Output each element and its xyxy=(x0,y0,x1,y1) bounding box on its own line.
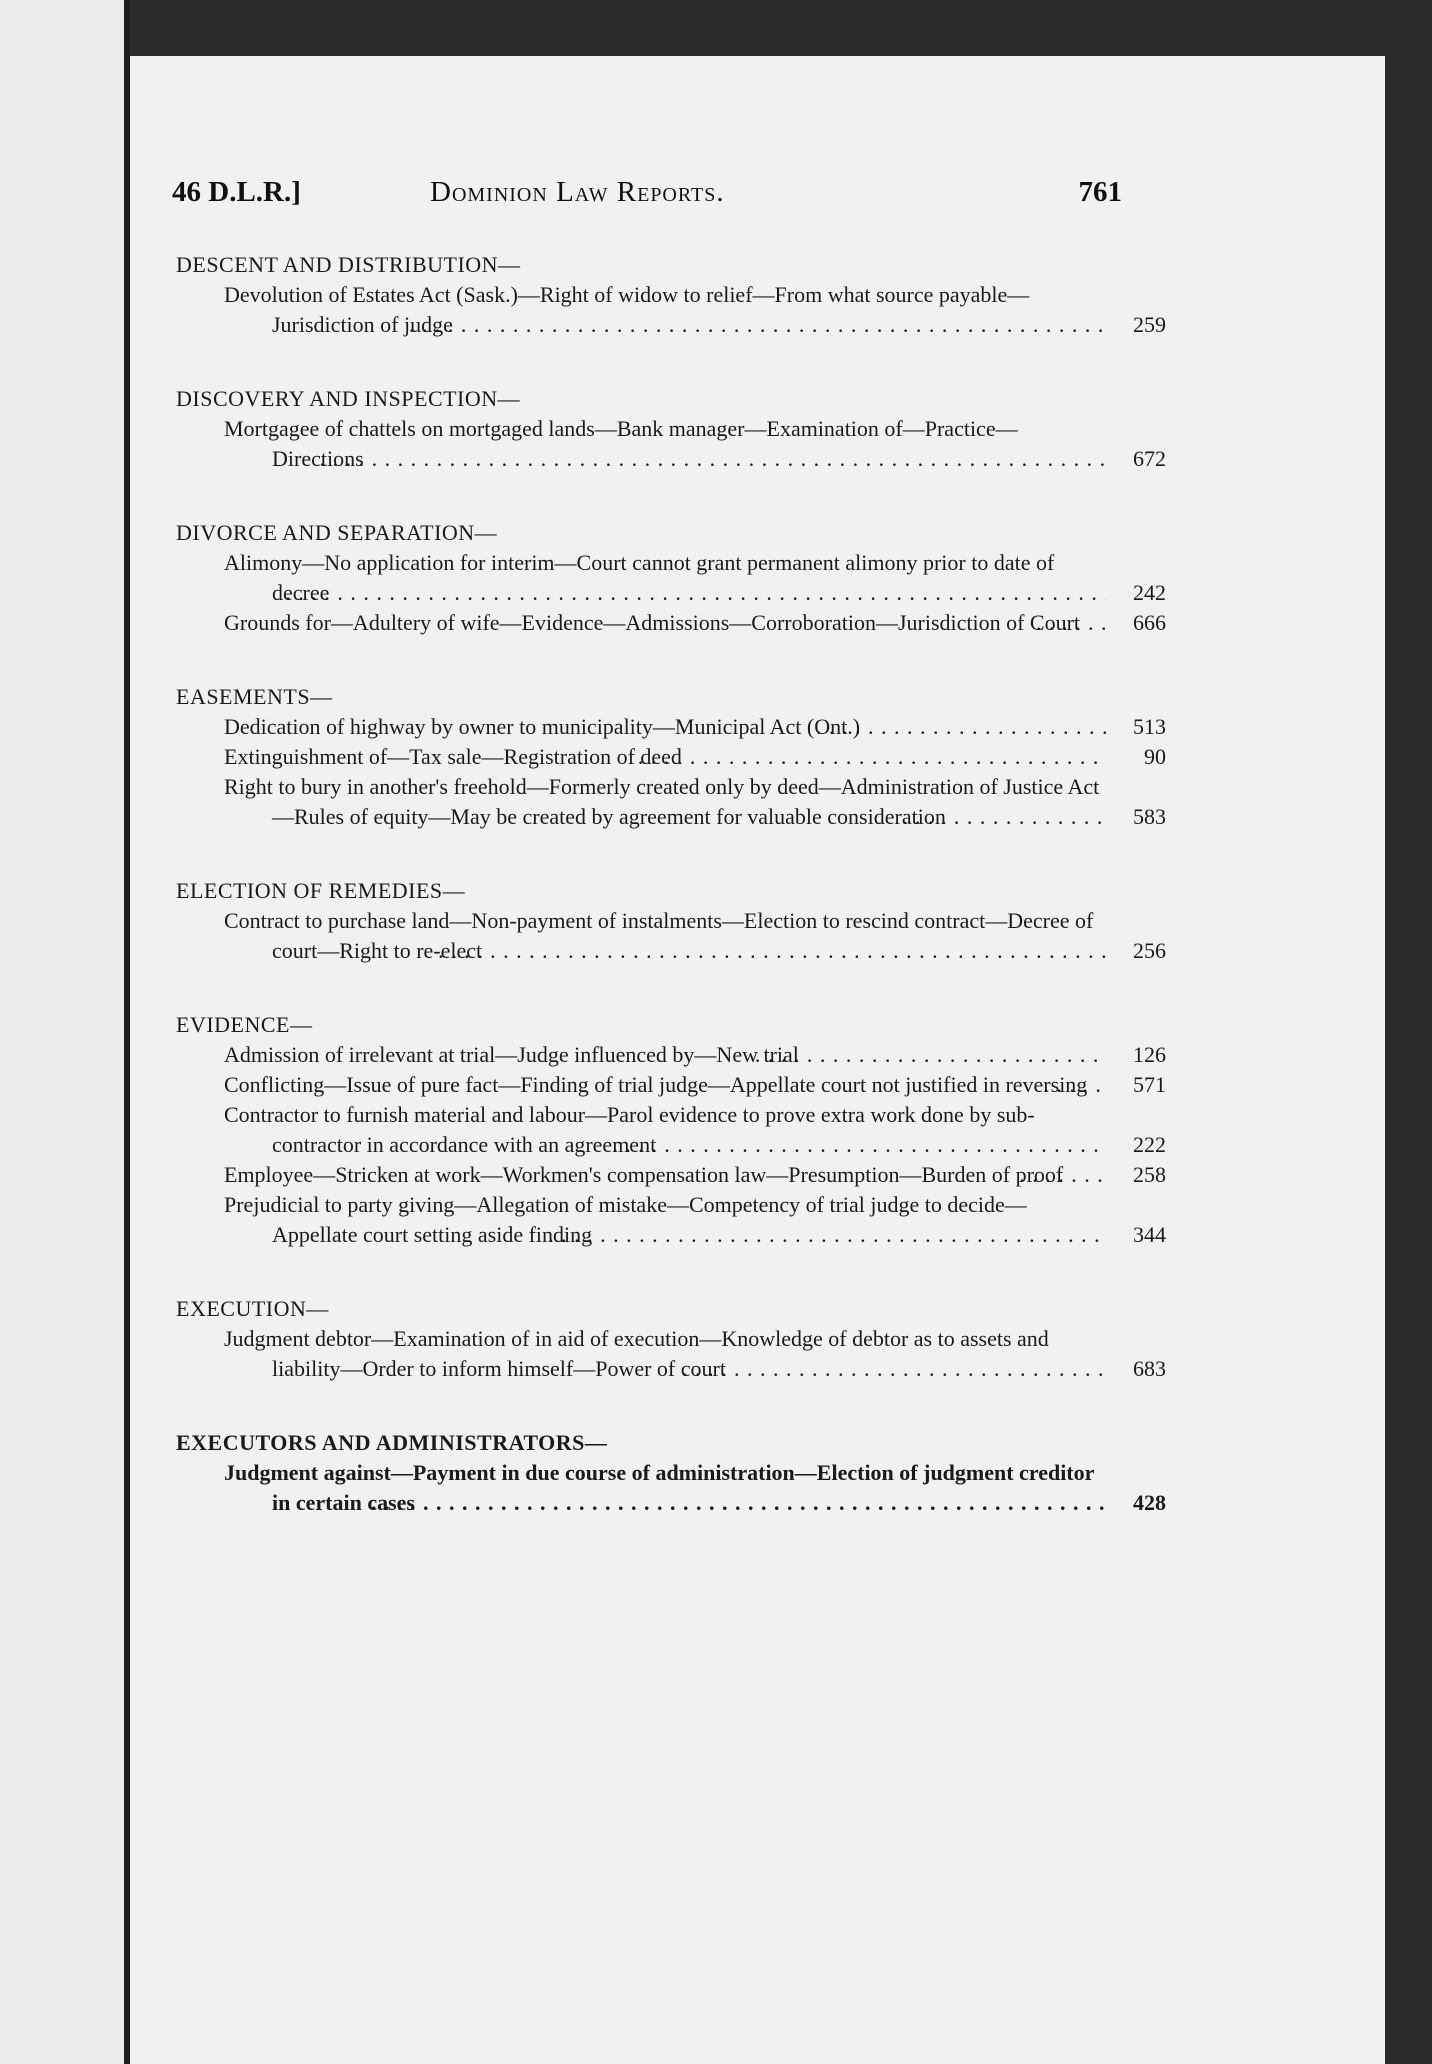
page-reference: 571 xyxy=(1106,1070,1166,1100)
entry-text: Prejudicial to party giving—Allegation of mistake—Competency of trial judge to decide—Appellate court setting aside finding xyxy=(224,1192,1027,1247)
section-heading: ELECTION OF REMEDIES— xyxy=(176,878,466,903)
entry-text: Conflicting—Issue of pure fact—Finding of trial judge—Appellate court not justified in reversing xyxy=(224,1072,1088,1097)
scan-left-margin xyxy=(0,0,128,2064)
entry-text: Judgment debtor—Examination of in aid of execution—Knowledge of debtor as to assets and liability—Order to inform himself—Power of court xyxy=(224,1326,1049,1381)
entry-body xyxy=(224,1458,1106,1518)
entry-body xyxy=(224,1324,1106,1384)
index-entry xyxy=(224,1324,1166,1384)
page-reference: 672 xyxy=(1106,444,1166,474)
entry-text: Dedication of highway by owner to municipality—Municipal Act (Ont.) xyxy=(224,714,861,739)
section-heading: EXECUTION— xyxy=(176,1296,329,1321)
index-entry xyxy=(224,280,1166,340)
entry-body xyxy=(224,712,1106,742)
page-reference: 126 xyxy=(1106,1040,1166,1070)
entry-body xyxy=(224,1100,1106,1160)
entry-body xyxy=(224,548,1106,608)
entry-body xyxy=(224,772,1106,832)
section-heading: EASEMENTS— xyxy=(176,684,333,709)
entry-body xyxy=(224,1040,1106,1070)
page-reference: 259 xyxy=(1106,310,1166,340)
section-heading: DESCENT AND DISTRIBUTION— xyxy=(176,252,521,277)
index-entry xyxy=(224,772,1166,832)
index-entry xyxy=(224,712,1166,742)
page-reference: 258 xyxy=(1106,1160,1166,1190)
entry-text: Right to bury in another's freehold—Formerly created only by deed—Administration of Justice Act—Rules of equity—May be created by agreement for valuable consideration xyxy=(224,774,1100,829)
index-entry xyxy=(224,548,1166,608)
section-heading: EVIDENCE— xyxy=(176,1012,313,1037)
page-reference: 256 xyxy=(1106,936,1166,966)
index-entry xyxy=(224,608,1166,638)
page-reference: 428 xyxy=(1106,1488,1166,1518)
page-reference: 666 xyxy=(1106,608,1166,638)
entry-body xyxy=(224,1160,1106,1190)
running-header xyxy=(172,176,1172,236)
index-section xyxy=(176,1010,1166,1250)
entry-body xyxy=(224,414,1106,474)
index-entry xyxy=(224,1040,1166,1070)
section-heading: EXECUTORS AND ADMINISTRATORS— xyxy=(176,1430,608,1455)
entry-text: Admission of irrelevant at trial—Judge influenced by—New trial xyxy=(224,1042,799,1067)
entry-text: Contractor to furnish material and labour—Parol evidence to prove extra work done by sub-contractor in accordance with an agreement xyxy=(224,1102,1035,1157)
entry-text: Contract to purchase land—Non-payment of instalments—Election to rescind contract—Decree of court—Right to re-elect xyxy=(224,908,1094,963)
entry-text: Mortgagee of chattels on mortgaged lands—Bank manager—Examination of—Practice—Directions xyxy=(224,416,1018,471)
entry-text: Judgment against—Payment in due course of administration—Election of judgment creditor in certain cases xyxy=(224,1460,1094,1515)
index-section xyxy=(176,250,1166,340)
index-section xyxy=(176,384,1166,474)
entry-text: Extinguishment of—Tax sale—Registration of deed xyxy=(224,744,682,769)
page-reference: 344 xyxy=(1106,1220,1166,1250)
index-entry xyxy=(224,1160,1166,1190)
entry-body xyxy=(224,608,1106,638)
page-reference: 513 xyxy=(1106,712,1166,742)
index-entry xyxy=(224,1190,1166,1250)
index-entry xyxy=(224,1458,1166,1518)
page-reference: 683 xyxy=(1106,1354,1166,1384)
index-section xyxy=(176,1294,1166,1384)
index-content xyxy=(176,250,1166,1562)
index-entry xyxy=(224,1070,1166,1100)
index-section xyxy=(176,1428,1166,1518)
entry-text: Grounds for—Adultery of wife—Evidence—Admissions—Corroboration—Jurisdiction of Court xyxy=(224,610,1081,635)
index-entry xyxy=(224,906,1166,966)
index-entry xyxy=(224,742,1166,772)
index-section xyxy=(176,876,1166,966)
journal-title: Dominion Law Reports. xyxy=(430,176,725,208)
entry-body xyxy=(224,1070,1106,1100)
page-number: 761 xyxy=(1078,176,1122,208)
entry-text: Alimony—No application for interim—Court cannot grant permanent alimony prior to date of decree xyxy=(224,550,1055,605)
index-entry xyxy=(224,1100,1166,1160)
section-heading: DISCOVERY AND INSPECTION— xyxy=(176,386,521,411)
entry-text: Devolution of Estates Act (Sask.)—Right of widow to relief—From what source payable—Jurisdiction of judge xyxy=(224,282,1030,337)
entry-body xyxy=(224,280,1106,340)
volume-reference: 46 D.L.R.] xyxy=(172,176,301,208)
section-heading: DIVORCE AND SEPARATION— xyxy=(176,520,498,545)
page-reference: 583 xyxy=(1106,802,1166,832)
entry-text: Employee—Stricken at work—Workmen's compensation law—Presumption—Burden of proof xyxy=(224,1162,1064,1187)
entry-body xyxy=(224,906,1106,966)
entry-body xyxy=(224,1190,1106,1250)
page-reference: 222 xyxy=(1106,1130,1166,1160)
index-section xyxy=(176,682,1166,832)
index-section xyxy=(176,518,1166,638)
index-entry xyxy=(224,414,1166,474)
entry-body xyxy=(224,742,1106,772)
page-reference: 242 xyxy=(1106,578,1166,608)
page-reference: 90 xyxy=(1106,742,1166,772)
